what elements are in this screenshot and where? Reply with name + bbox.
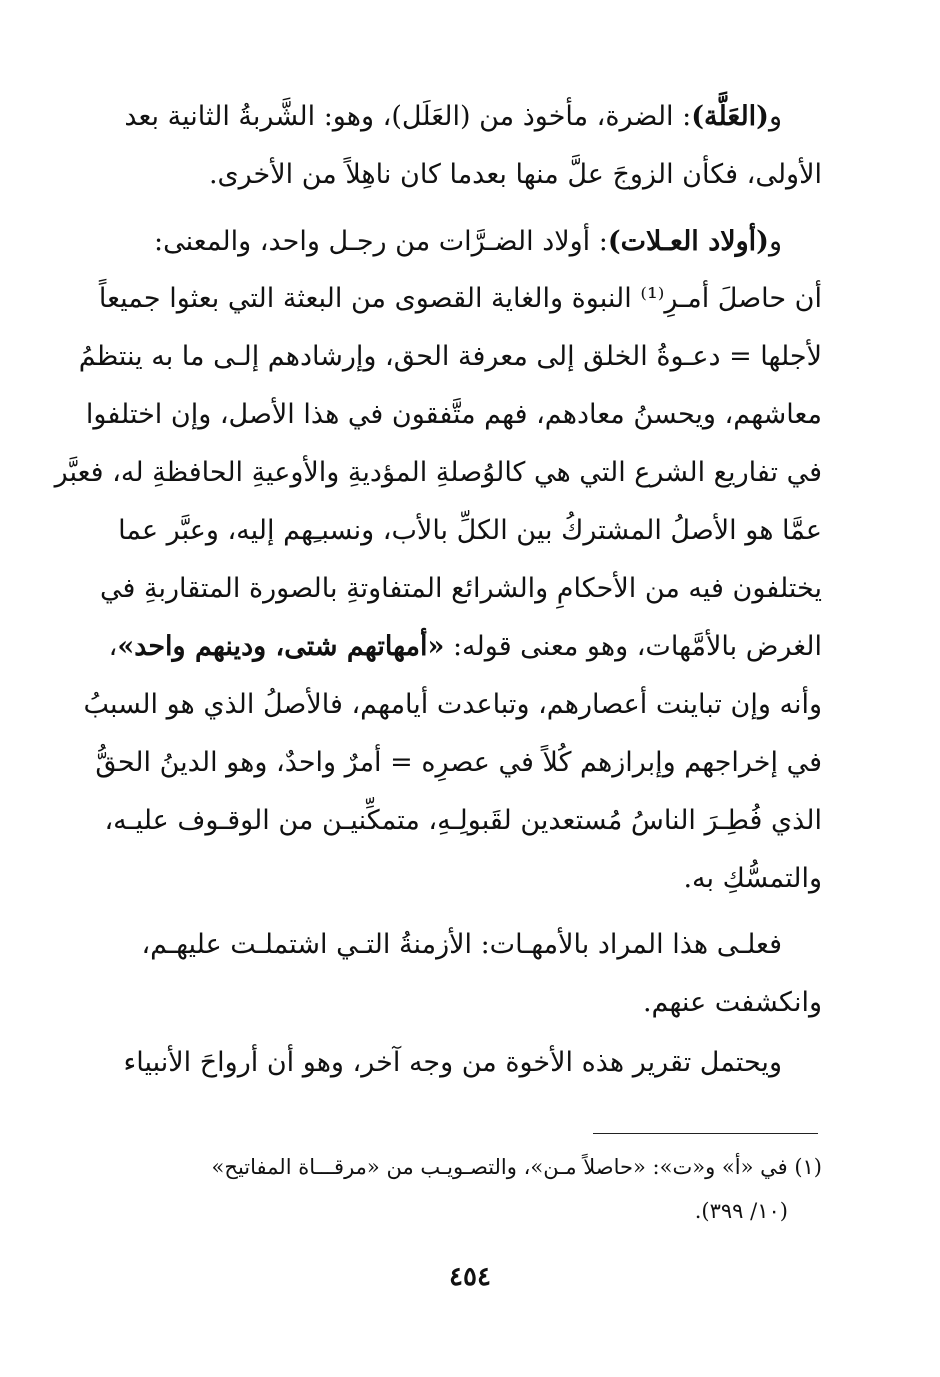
text-line-3-term: (أولاد العـلات) (607, 226, 769, 257)
text-line-10-pre: الغرض بالأمَّهات، وهو معنى قوله: (444, 631, 822, 662)
text-line-3 (114, 225, 822, 265)
text-line-9 (100, 572, 822, 612)
text-line-3-pre: و (768, 226, 782, 257)
text-line-13-pre: الذي فُطِـرَ الناسُ مُستعدين لقَبولِـهِ، متمكِّنيـن من الوقـوف عليـه، (104, 805, 822, 836)
text-line-13 (104, 804, 822, 844)
text-line-14 (114, 862, 822, 902)
text-line-2 (114, 158, 822, 198)
text-line-12 (95, 746, 822, 786)
text-line-1-post: : الضرة، مأخوذ من (العَلَل)، وهو: الشَّربةُ الثانية بعد (124, 101, 692, 132)
text-line-6-pre: معاشهم، ويحسنُ معادهم، فهم متَّفقون في هذا الأصل، وإن اختلفوا (85, 399, 822, 430)
footnote-1-continued (114, 1197, 822, 1229)
text-line-11 (83, 688, 822, 728)
text-line-8 (114, 514, 822, 554)
text-line-3-post: : أولاد الضـرَّات من رجـل واحد، والمعنى: (154, 226, 608, 257)
footnote-1 (114, 1153, 822, 1185)
text-line-16-pre: وانكشفت عنهم. (642, 987, 822, 1018)
text-line-17-pre: ويحتمل تقرير هذه الأخوة من وجه آخر، وهو أن أرواحَ الأنبياء (123, 1047, 782, 1078)
text-line-10 (108, 630, 822, 670)
text-line-7-pre: في تفاريع الشرع التي هي كالوُصلةِ المؤديةِ والأوعيةِ الحافظةِ له، فعبَّر (54, 457, 822, 488)
text-line-5-pre: لأجلها = دعـوةُ الخلق إلى معرفة الحق، وإرشادهم إلـى ما به ينتظمُ (78, 341, 822, 372)
text-line-6 (85, 398, 822, 438)
footnote-separator (593, 1133, 818, 1134)
footnote-1-citation: (١٠/ ٣٩٩). (694, 1199, 788, 1223)
text-line-1 (114, 100, 822, 140)
text-line-4 (98, 282, 822, 322)
hadith-quote: «أمهاتهم شتى، ودينهم واحد» (117, 631, 445, 662)
text-line-4-pre: أن حاصلَ أمـرِ⁽¹⁾ النبوة والغاية القصوى من البعثة التي بعثوا جميعاً (98, 283, 822, 314)
text-line-12-pre: في إخراجهم وإبرازهم كُلاً في عصرِه = أمرٌ واحدٌ، وهو الدينُ الحقُّ (95, 747, 822, 778)
text-line-10-post: ، (108, 631, 118, 662)
text-line-15 (114, 928, 822, 968)
text-line-17 (114, 1046, 822, 1086)
text-line-16 (114, 986, 822, 1026)
text-line-1-term: (العَلَّة) (691, 101, 769, 132)
page-number: ٤٥٤ (449, 1262, 491, 1292)
text-line-11-pre: وأنه وإن تباينت أعصارهم، وتباعدت أيامهم، فالأصلُ الذي هو السببُ (83, 689, 822, 720)
text-line-15-pre: فعلـى هذا المراد بالأمهـات: الأزمنةُ التـي اشتملـت عليهـم، (141, 929, 782, 960)
footnote-1-text: (١) في «أ» و«ت»: «حاصلاً مـن»، والتصـويـب من «مرقـــاة المفاتيح» (211, 1155, 822, 1179)
text-line-1-pre: و (768, 101, 782, 132)
text-line-9-pre: يختلفون فيه من الأحكامِ والشرائع المتفاوتةِ بالصورة المتقاربةِ في (100, 573, 822, 604)
text-line-8-pre: عمَّا هو الأصلُ المشتركُ بين الكلِّ بالأب، ونسبـِهم إليه، وعبَّر عما (118, 515, 822, 546)
text-line-2-pre: الأولى، فكأن الزوجَ علَّ منها بعدما كان ناهِلاً من الأخرى. (208, 159, 822, 190)
text-line-5 (78, 340, 822, 380)
text-line-14-pre: والتمسُّكِ به. (683, 863, 822, 894)
text-line-7 (54, 456, 822, 496)
